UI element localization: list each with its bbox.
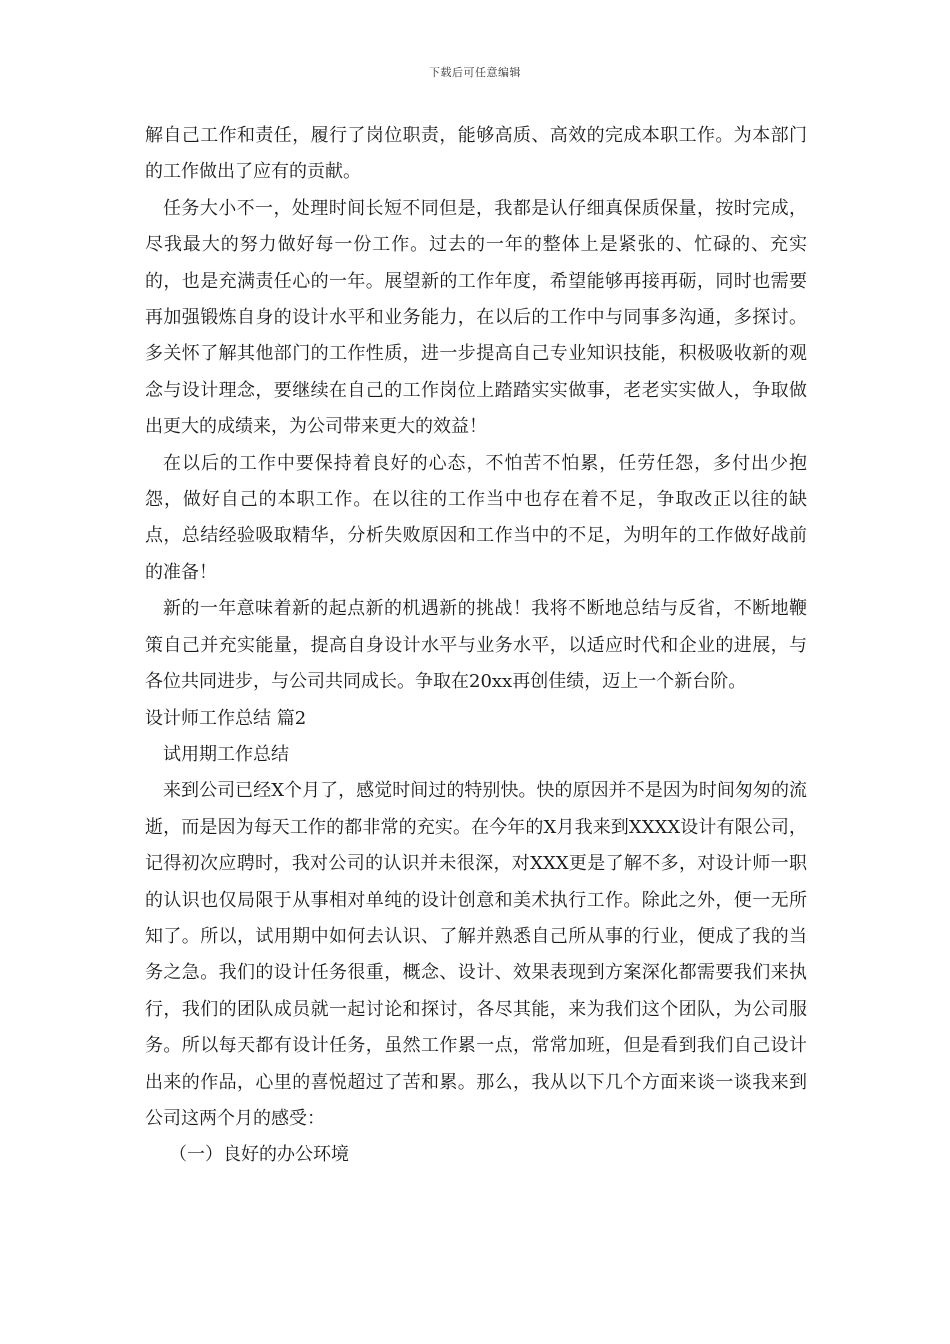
document-body (145, 118, 807, 1174)
section-title: 设计师工作总结 篇2 (145, 707, 307, 729)
paragraph-attitude: 在以后的工作中要保持着良好的心态，不怕苦不怕累，任劳任怨，多付出少抱怨，做好自己的本职工作。在以往的工作当中也存在着不足，争取改正以往的缺点，总结经验吸取精华，分析失败原因和工作当中的不足，为明年的工作做好战前的准备！ (145, 452, 807, 583)
page-header-note: 下载后可任意编辑 (429, 66, 521, 79)
paragraph-probation: 来到公司已经X个月了，感觉时间过的特别快。快的原因并不是因为时间匆匆的流逝，而是因为每天工作的都非常的充实。在今年的X月我来到XXXX设计有限公司，记得初次应聘时，我对公司的认识并未很深，对XXX更是了解不多，对设计师一职的认识也仅局限于从事相对单纯的设计创意和美术执行工作。除此之外，便一无所知了。所以，试用期中如何去认识、了解并熟悉自己所从事的行业，便成了我的当务之急。我们的设计任务很重，概念、设计、效果表现到方案深化都需要我们来执行，我们的团队成员就一起讨论和探讨，各尽其能，来为我们这个团队，为公司服务。所以每天都有设计任务，虽然工作累一点，常常加班，但是看到我们自己设计出来的作品，心里的喜悦超过了苦和累。那么，我从以下几个方面来谈一谈我来到公司这两个月的感受： (145, 780, 807, 1129)
paragraph-continuation: 解自己工作和责任，履行了岗位职责，能够高质、高效的完成本职工作。为本部门的工作做出了应有的贡献。 (145, 125, 807, 183)
paragraph-task-completion: 任务大小不一，处理时间长短不同但是，我都是认仔细真保质保量，按时完成，尽我最大的努力做好每一份工作。过去的一年的整体上是紧张的、忙碌的、充实的，也是充满责任心的一年。展望新的工作年度，希望能够再接再砺，同时也需要再加强锻炼自身的设计水平和业务能力，在以后的工作中与同事多沟通，多探讨。多关怀了解其他部门的工作性质，进一步提高自己专业知识技能，积极吸收新的观念与设计理念，要继续在自己的工作岗位上踏踏实实做事，老老实实做人，争取做出更大的成绩来，为公司带来更大的效益！ (145, 197, 807, 438)
paragraph-new-year: 新的一年意味着新的起点新的机遇新的挑战！我将不断地总结与反省，不断地鞭策自己并充实能量，提高自身设计水平与业务水平，以适应时代和企业的进展，与各位共同进步，与公司共同成长。争取在20xx再创佳绩，迈上一个新台阶。 (145, 598, 807, 693)
section-subtitle: 试用期工作总结 (163, 743, 289, 765)
list-item-heading: （一）良好的办公环境 (169, 1144, 349, 1166)
